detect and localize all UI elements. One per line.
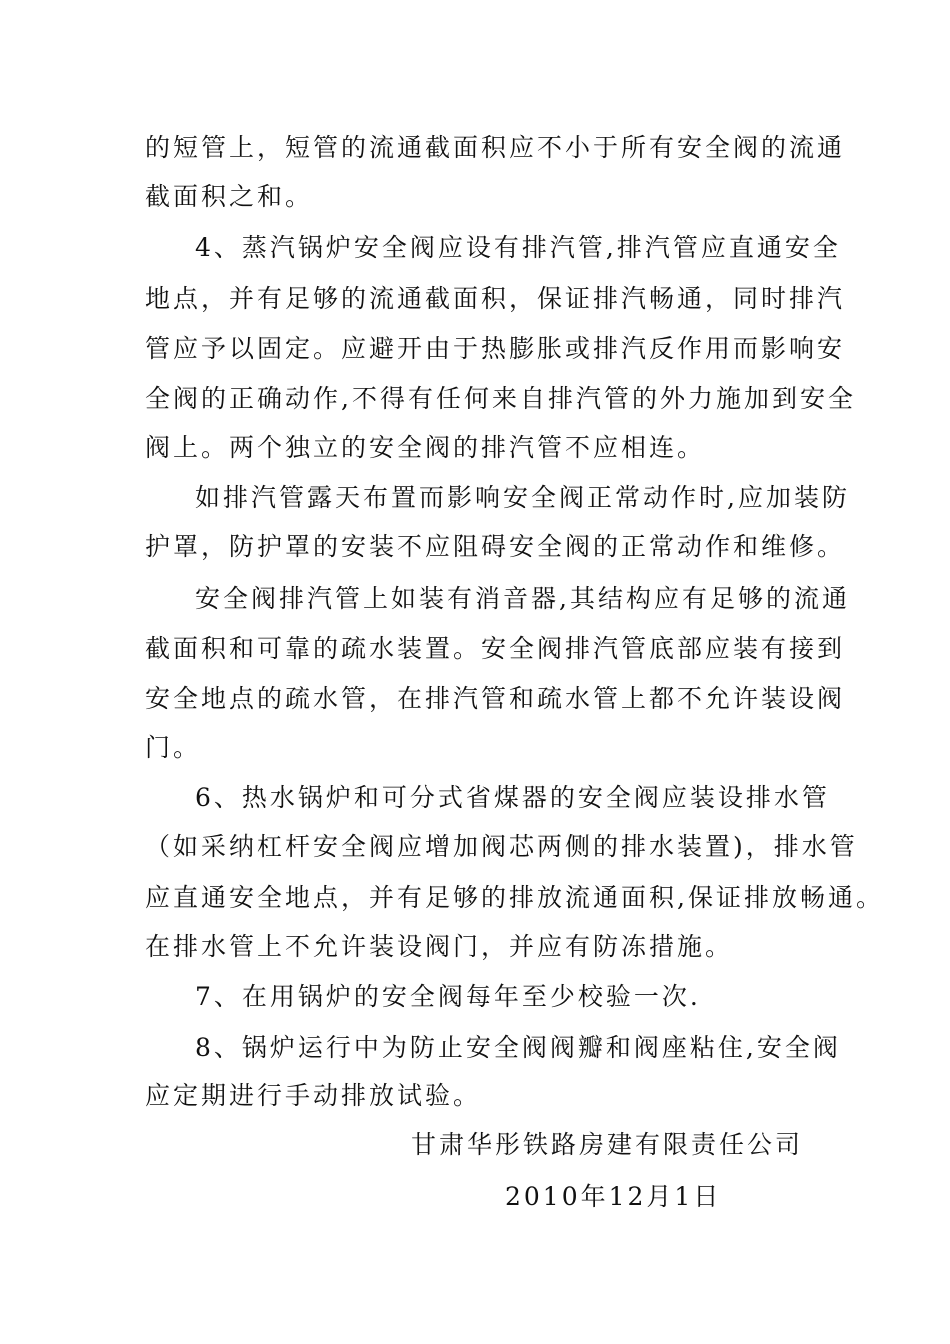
- text-line: 8、锅炉运行中为防止安全阀阀瓣和阀座粘住,安全阀: [195, 1033, 841, 1062]
- text-line: 6、热水锅炉和可分式省煤器的安全阀应装设排水管: [195, 783, 830, 812]
- text-line: （如采纳杠杆安全阀应增加阀芯两侧的排水装置)，排水管: [145, 832, 858, 861]
- text-line: 应定期进行手动排放试验。: [145, 1081, 482, 1110]
- text-line: 截面积和可靠的疏水装置。安全阀排汽管底部应装有接到: [145, 634, 846, 663]
- text-line: 全阀的正确动作,不得有任何来自排汽管的外力施加到安全: [145, 384, 856, 413]
- text-line: 安全地点的疏水管，在排汽管和疏水管上都不允许装设阀: [145, 684, 846, 713]
- text-line: 门。: [145, 733, 202, 762]
- signature-date: 2010年12月1日: [505, 1182, 722, 1211]
- text-line: 的短管上，短管的流通截面积应不小于所有安全阀的流通: [145, 133, 846, 162]
- text-line: 管应予以固定。应避开由于热膨胀或排汽反作用而影响安: [145, 334, 846, 363]
- text-line: 在排水管上不允许装设阀门，并应有防冻措施。: [145, 932, 734, 961]
- text-line: 7、在用锅炉的安全阀每年至少校验一次.: [195, 982, 701, 1011]
- text-line: 阀上。两个独立的安全阀的排汽管不应相连。: [145, 433, 706, 462]
- text-line: 4、蒸汽锅炉安全阀应设有排汽管,排汽管应直通安全: [195, 233, 841, 262]
- text-line: 应直通安全地点，并有足够的排放流通面积,保证排放畅通。: [145, 883, 884, 912]
- text-line: 地点，并有足够的流通截面积，保证排汽畅通，同时排汽: [145, 284, 846, 313]
- text-line: 安全阀排汽管上如装有消音器,其结构应有足够的流通: [195, 584, 850, 613]
- text-line: 护罩，防护罩的安装不应阻碍安全阀的正常动作和维修。: [145, 532, 846, 561]
- signature-company: 甘肃华彤铁路房建有限责任公司: [411, 1130, 804, 1159]
- text-line: 如排汽管露天布置而影响安全阀正常动作时,应加装防: [195, 483, 850, 512]
- text-line: 截面积之和。: [145, 182, 314, 211]
